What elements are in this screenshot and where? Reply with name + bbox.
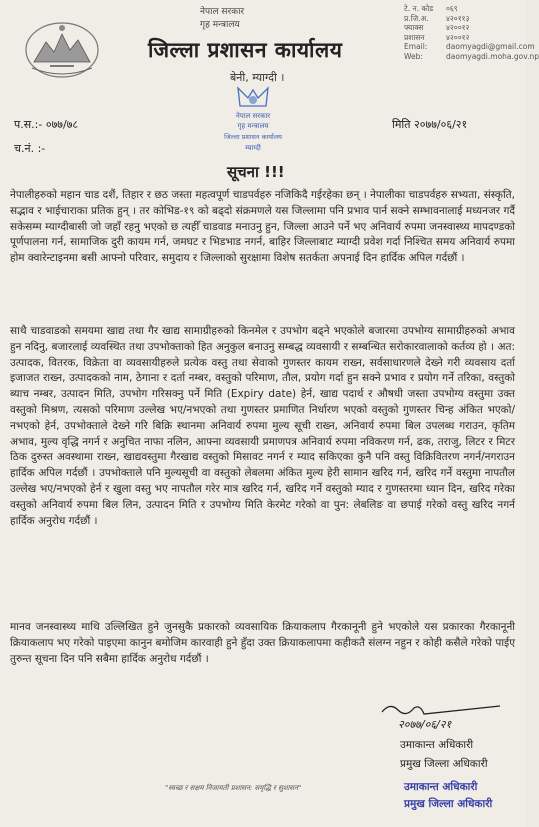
contact-row [404,42,539,52]
contact-value: ०६९ [446,4,458,13]
notice-paragraph: नेपालीहरुको महान चाड दशैं, तिहार र छठ जस्ता महत्वपूर्ण चाडपर्वहरु नजिकिदै गईरहेका छन् । नेपालीका चाडपर्वहरु सभ्यता, संस्कृति, सद्भाव र भाईचाराका प्रतिक हुन् । तर कोभिड-१९ को बढ्दो संक्रमणले यस जिल्लामा पनि प्रभाव पार्न सक्ने सम्भावनालाई मध्यनजर गर्दै सकेसम्म म्याग्दीबासी जो जहाँ रहनु भएको छ त्यहीँ चाडवाड मनाउनु हुन, जिल्ला आउने पर्ने भए अनिवार्य रुपमा जनस्वास्थ्य मापदण्डको पूर्णपालना गर्न, सामाजिक दुरी कायम गर्न, जमघट र भिडभाड नगर्न, बाहिर जिल्लाबाट म्याग्दी प्रवेश गर्दा निश्चित समय अनिवार्य रुपमा होम क्वारेन्टाइनमा बसी आफ्नो परिवार, समुदाय र जिल्लाको सुरक्षामा विशेष सतर्कता अपनाई दिन हार्दिक अपिल गर्दछौं । [10,189,515,265]
contact-value: ४२००१२ [446,23,470,32]
contact-label: प्र.जि.अ. [404,13,429,23]
contact-value: daomyagdi.moha.gov.np [446,51,539,61]
seal-name: उमाकान्त अधिकारी [404,781,478,793]
stamp-line3: जिल्ला प्रशासन कार्यालय [224,133,282,141]
gov-line2: गृह मन्त्रालय [200,20,240,30]
contact-row [404,4,539,14]
signatory-name: उमाकान्त अधिकारी [400,739,474,751]
contact-label: प्रशासन [404,32,425,42]
office-stamp [218,84,288,162]
stamp-line1: नेपाल सरकार [235,112,271,120]
contact-value: daomyagdi@gmail.com [446,42,535,51]
contact-value: ४२००१२ [446,32,470,42]
government-header [200,6,244,32]
contact-value: ४२०११३ [446,13,470,23]
contact-row [404,33,539,43]
notice-title: सूचना !!! [227,163,285,181]
signatory-designation: प्रमुख जिल्ला अधिकारी [400,758,488,770]
seal-designation: प्रमुख जिल्ला अधिकारी [404,798,493,810]
reference-number: प.स.:- ०७७/७८ [14,118,79,131]
contact-label: टे. न. कोड [404,4,434,13]
office-name: जिल्ला प्रशासन कार्यालय [148,38,343,62]
contact-block [404,4,539,61]
notice-date: मिति २०७७/०६/२१ [392,118,468,131]
nepal-emblem-icon [22,18,102,80]
dispatch-number: च.नं. :- [14,142,46,155]
contact-label: Web: [404,51,423,61]
stamp-line4: म्याग्दी [245,144,261,152]
notice-paragraph: साथै चाडवाडको समयमा खाद्य तथा गैर खाद्य सामाग्रीहरुको किनमेल र उपभोग बढ्ने भएकोले बजारमा उपभोग्य सामाग्रीहरुको अभाव हुन नदिनु, बजारलाई व्यवस्थित तथा उपभोक्ताको हित अनुकुल बनाउनु सम्बद्ध व्यवसायी र सम्बन्धित सरोकारवालाको कर्तव्य हो । अत: उत्पादक, वितरक, विक्रेता वा व्यवसायीहरुले प्रत्येक वस्तु तथा सेवाको गुणस्तर कायम राख्न, सर्वसाधारणले देख्ने गरी व्यवसाय दर्ता इजाजत राख्न, उत्पादकको नाम, ठेगाना र दर्ता नम्बर, वस्तुको परिमाण, तौल, प्रयोग गर्दा हुन सक्ने प्रभाव र प्रयोग गर्ने तरिका, वस्तुको ब्याच नम्बर, उत्पादन मिति, उपभोग गरिसक्नु पर्ने मिति (Expiry date) हेर्न, खाद्य पदार्थ र औषधी जस्ता उपभोग्य वस्तुमा उक्त वस्तुको मिश्रण, त्यसको परिमाण उल्लेख भए/नभएको तथा गुणस्तर प्रमाणित निर्धारण भएको वस्तुको गुणस्तर चिन्ह अंकित भएको/नभएको हेर्न, उपभोक्ताले देख्ने गरि बिक्रि स्थानमा अनिवार्य रुपमा मुल्य सूची राख्न, अनिवार्य रुपमा बिल उपलब्ध गराउन, कृतिम अभाव, मुल्य वृद्धि नगर्न र अनुचित नाफा नलिन, आफ्ना व्यवसायी प्रमाणपत्र अनिवार्य रुपमा नविकरण गर्न, ढक, तराजु, लिटर र मिटर ठिक दुरुस्त अवस्थामा राख्न, खाद्यवस्तुमा गैरखाद्य वस्तुको मिसावट नगर्न र म्याद सकिएका कुनै पनि वस्तु विक्रिवितरण नगर्न/नगराउन हार्दिक अपिल गर्दछौं । उपभोक्ताले पनि मुल्यसूची वा वस्तुको लेबलमा अंकित मुल्य हेरी सामान खरिद गर्न, खरिद गर्ने वस्तुमा नापतौल उल्लेख भए/नभएको हेर्न र खुला वस्तु भए नापतौल गरेर मात्र खरिद गर्न, खरिद गर्ने वस्तुको म्याद र गुणस्तरमा ध्यान दिन, खरिद गरेका वस्तुको अनिवार्य रुपमा बिल लिन, उत्पादन मिति र उपभोग्य मिति केरमेट गरेको वा पुन: लेबलिङ वा छपाई गरेको वस्तु खरिद नगर्न हार्दिक अनुरोध गर्दछौं । [10,325,515,527]
footer-motto: "स्वच्छ र सक्षम निजामती प्रशासन: समृद्धि र सुशासन" [165,784,302,792]
gov-line1: नेपाल सरकार [200,7,245,17]
contact-row [404,14,539,24]
handwritten-signature [380,700,510,734]
stamp-line2: गृह मन्त्रालय [237,122,269,130]
contact-row [404,23,539,33]
contact-label: Email: [404,42,428,51]
office-place: बेनी, म्याग्दी । [230,71,285,84]
contact-label: फ्याक्स [404,23,424,32]
notice-paragraph: मानव जनस्वास्थ्य माथि उल्लिखित हुने जुनसुकै प्रकारको व्यवसायिक क्रियाकलाप गैरकानूनी हुने भएकोले यस प्रकारका गैरकानूनी क्रियाकलाप भए गरेको पाइएमा कानुन बमोजिम कारवाही हुने हुँदा उक्त क्रियाकलापमा कहीकतै संलग्न नहुन र कोही कसैले गरेको पाईए तुरुन्त सूचना दिन पनि सबैमा हार्दिक अनुरोध गर्दछौं । [10,621,515,665]
contact-row [404,52,539,62]
signature-date: २०७७/०६/२१ [398,718,452,731]
